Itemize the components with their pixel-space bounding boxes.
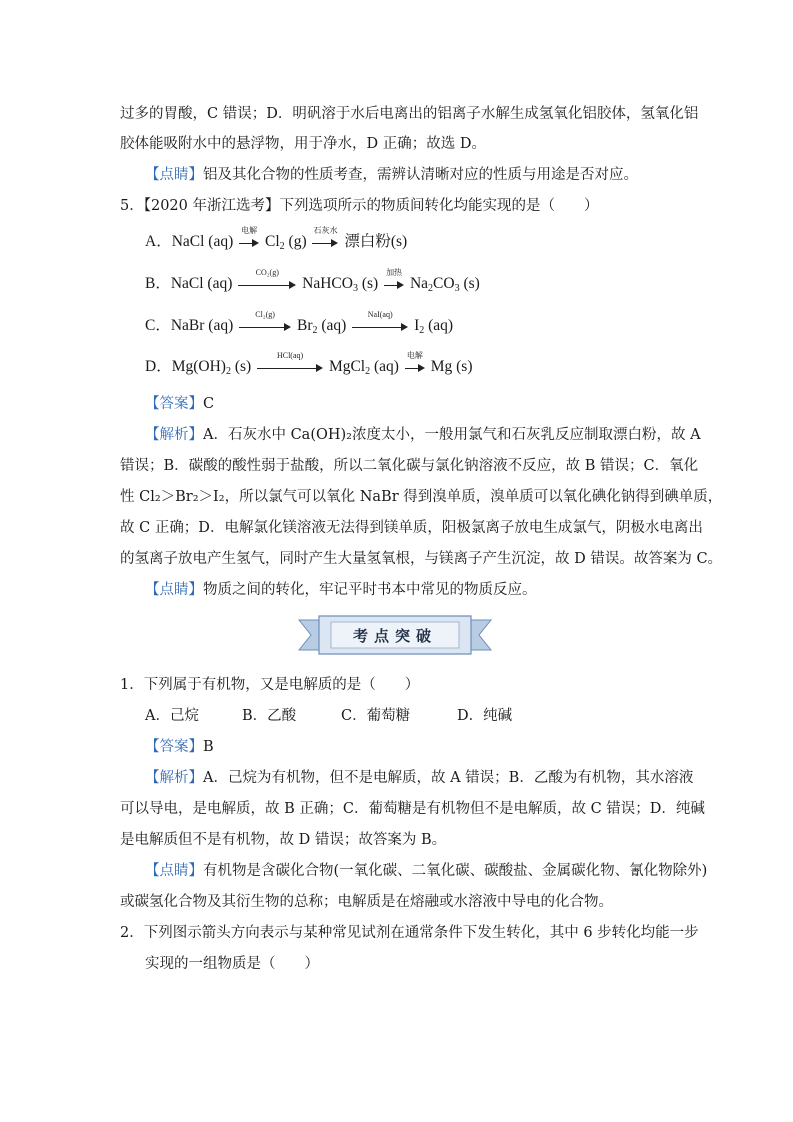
- analysis-line: 【解析】A．己烷为有机物，但不是电解质，故 A 错误；B．乙酸为有机物，其水溶液: [145, 770, 694, 786]
- question-2-stem: 2．下列图示箭头方向表示与某种常见试剂在通常条件下发生转化，其中 6 步转化均能一步: [120, 925, 699, 941]
- option-5c: [145, 310, 454, 341]
- question-1-stem: 1．下列属于有机物，又是电解质的是（ ）: [120, 677, 420, 693]
- option-label: A．: [145, 233, 172, 250]
- reaction-arrow: [239, 310, 291, 334]
- option-label: D．: [145, 358, 172, 375]
- tip-tag: 【点睛】: [145, 863, 203, 879]
- product: $Na_2CO_3$ (s): [409, 275, 480, 294]
- arrow-condition: HCl(aq): [276, 351, 304, 361]
- banner-title: 考点突破: [352, 627, 437, 645]
- text-line: 性 Cl₂＞Br₂＞I₂，所以氯气可以氧化 NaBr 得到溴单质，溴单质可以氧化碘化钠得到碘单质，: [120, 489, 723, 505]
- text-line: 可以导电，是电解质，故 B 正确；C．葡萄糖是有机物但不是电解质，故 C 错误；D．纯碱: [120, 801, 705, 817]
- product: $I_2$ (aq): [414, 317, 454, 336]
- text-line: 过多的胃酸，C 错误；D．明矾溶于水后电离出的铝离子水解生成氢氧化铝胶体，氢氧化铝: [120, 106, 699, 122]
- product: NaHCO$_3$ (s): [302, 275, 379, 294]
- answer-tag: 【答案】: [145, 739, 203, 755]
- option-label: B．: [145, 275, 171, 292]
- question-5-stem: 5．【2020 年浙江选考】下列选项所示的物质间转化均能实现的是（ ）: [120, 198, 599, 214]
- choice-a: A．己烷: [145, 708, 199, 724]
- reaction-arrow: [257, 351, 323, 375]
- section-banner: [297, 612, 493, 658]
- option-label: C．: [145, 317, 171, 334]
- tip-line: 【点睛】铝及其化合物的性质考查，需辨认清晰对应的性质与用途是否对应。: [145, 167, 638, 183]
- analysis-tag: 【解析】: [145, 770, 203, 786]
- choice-d: D．纯碱: [457, 708, 513, 724]
- arrow-condition: 电解: [406, 351, 423, 361]
- reactant: NaCl (aq): [170, 275, 233, 292]
- reactant: NaCl (aq): [171, 233, 234, 250]
- arrow-condition: CO₂(g): [255, 268, 279, 278]
- tip-tag: 【点睛】: [145, 582, 203, 598]
- text-line: 错误；B．碳酸的酸性弱于盐酸，所以二氧化碳与氯化钠溶液不反应，故 B 错误；C．氧化: [120, 458, 699, 474]
- text-line: 是电解质但不是有机物，故 D 错误；故答案为 B。: [120, 832, 447, 848]
- answer-line: 【答案】B: [145, 739, 214, 755]
- arrow-condition: 石灰水: [313, 226, 338, 236]
- reaction-arrow: [352, 310, 408, 334]
- product: $Cl_2$ (g): [265, 233, 307, 252]
- product: $Br_2$ (aq): [297, 317, 347, 336]
- option-5b: [145, 268, 480, 299]
- choice-b: B．乙酸: [242, 708, 297, 724]
- reactant: $Mg(OH)_2$ (s): [171, 358, 252, 377]
- text-line: 胶体能吸附水中的悬浮物，用于净水，D 正确；故选 D。: [120, 136, 486, 152]
- option-5a: [145, 226, 408, 257]
- reaction-arrow: [384, 268, 404, 292]
- product: Mg (s): [430, 358, 473, 375]
- text-line: 实现的一组物质是（ ）: [145, 956, 319, 972]
- analysis-tag: 【解析】: [145, 427, 203, 443]
- choice-c: C．葡萄糖: [341, 708, 411, 724]
- arrow-condition: Cl₂(g): [255, 310, 275, 320]
- reaction-arrow: [405, 351, 425, 375]
- product: MgCl$_2$ (aq): [328, 358, 399, 377]
- arrow-condition: 电解: [241, 226, 258, 236]
- tip-line: 【点睛】有机物是含碳化合物(一氧化碳、二氧化碳、碳酸盐、金属碳化物、氰化物除外): [145, 863, 708, 879]
- text-line: 的氢离子放电产生氢气，同时产生大量氢氧根，与镁离子产生沉淀，故 D 错误。故答案为 C。: [120, 551, 723, 567]
- text-line: 故 C 正确；D．电解氯化镁溶液无法得到镁单质，阳极氯离子放电生成氯气，阴极水电离出: [120, 520, 703, 536]
- reaction-arrow: [312, 226, 338, 250]
- tip-tag: 【点睛】: [145, 167, 203, 183]
- product: 漂白粉(s): [344, 233, 408, 250]
- text-line: 或碳氢化合物及其衍生物的总称；电解质是在熔融或水溶液中导电的化合物。: [120, 894, 613, 910]
- arrow-condition: 加热: [386, 268, 403, 278]
- answer-line: 【答案】C: [145, 396, 215, 412]
- reaction-arrow: [238, 268, 296, 292]
- answer-tag: 【答案】: [145, 396, 203, 412]
- arrow-condition: NaI(aq): [367, 310, 393, 320]
- analysis-line: 【解析】A．石灰水中 Ca(OH)₂浓度太小，一般用氯气和石灰乳反应制取漂白粉，故 A: [145, 427, 701, 443]
- option-5d: [145, 351, 473, 382]
- reaction-arrow: [239, 226, 259, 250]
- reactant: NaBr (aq): [170, 317, 234, 334]
- tip-line: 【点睛】物质之间的转化，牢记平时书本中常见的物质反应。: [145, 582, 537, 598]
